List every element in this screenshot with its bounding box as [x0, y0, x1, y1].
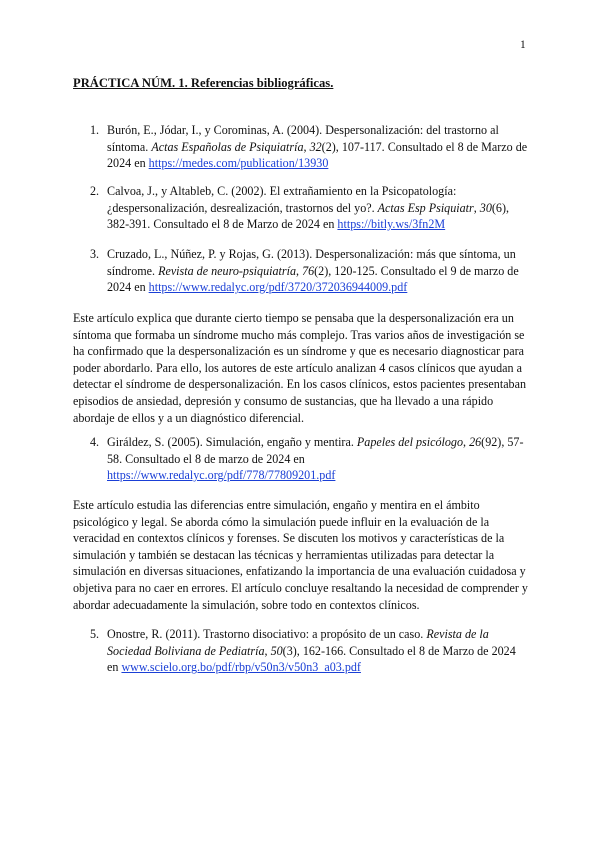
reference-item-1: [73, 122, 528, 172]
reference-pages-date: (3), 162-166. Consultado el 8 de Marzo de 2024 en: [107, 643, 516, 675]
reference-item-2: [73, 183, 528, 233]
reference-authors-title: Cruzado, L., Núñez, P. y Rojas, G. (2013). Despersonalización: más que síntoma, un síndrome.: [107, 247, 516, 278]
reference-number: 3.: [90, 247, 100, 261]
reference-separator: ,: [463, 435, 470, 449]
reference-volume: 76: [302, 263, 315, 278]
reference-journal: Actas Esp Psiquiatr: [377, 200, 474, 215]
reference-text: [107, 246, 528, 296]
reference-separator: ,: [264, 643, 271, 658]
document-title: PRÁCTICA NÚM. 1. Referencias bibliográficas.: [73, 76, 334, 90]
reference-link[interactable]: https://www.redalyc.org/pdf/3720/372036944009.pdf: [148, 280, 408, 295]
reference-volume: 50: [270, 643, 283, 658]
reference-pages-date: (92), 57-58. Consultado el 8 de marzo de 2024 en: [107, 435, 524, 466]
reference-separator: ,: [303, 139, 310, 154]
reference-link[interactable]: https://www.redalyc.org/pdf/778/77809201.pdf: [107, 468, 336, 483]
summary-paragraph-2: Este artículo estudia las diferencias entre simulación, engaño y mentira en el ámbito psicológico y legal. Se aborda cómo la simulación puede influir en la evaluación de la veracidad en contextos clínicos y forenses. Se discuten los motivos y características de la simulación y también se destacan las técnicas y herramientas utilizadas para detectar la simulación en diversas situaciones, enfatizando la importancia de una evaluación cuidadosa y objetiva para no caer en errores. El artículo concluye resaltando la necesidad de comprender y abordar adecuadamente la simulación, sobre todo en contextos clínicos.: [73, 498, 528, 612]
reference-number: 2.: [90, 184, 100, 198]
reference-volume: 30: [479, 200, 492, 215]
reference-pages-date: (6), 382-391. Consultado el 8 de Marzo de 2024 en: [107, 200, 510, 232]
reference-journal: Revista de la Sociedad Boliviana de Pediatría: [107, 627, 489, 658]
reference-number: 4.: [90, 435, 100, 449]
reference-text: [107, 122, 528, 172]
reference-separator: ,: [473, 200, 480, 215]
reference-link[interactable]: www.scielo.org.bo/pdf/rbp/v50n3/v50n3_a03.pdf: [121, 660, 361, 675]
reference-item-3: [73, 246, 528, 296]
reference-authors-title: Giráldez, S. (2005). Simulación, engaño y mentira.: [107, 435, 357, 449]
reference-link[interactable]: https://medes.com/publication/13930: [148, 156, 329, 171]
summary-paragraph-1: Este artículo explica que durante cierto tiempo se pensaba que la despersonalización era un síntoma que formaba un síndrome mucho más complejo. Tras varios años de investigación se ha confirmado que la despersonalización es un síndrome y que es necesario diagnosticar para poder abordarlo. Para ello, los autores de este artículo analizan 4 casos clínicos que ayudan a detectar el síndrome de despersonalización. En los casos clínicos, estos pacientes presentaban episodios de ansiedad, depresión y consumo de sustancias, que ha llevado a una rápido abordaje de ellos y a un diagnóstico diferencial.: [73, 311, 527, 425]
reference-text: [107, 434, 528, 484]
reference-number: 1.: [90, 123, 100, 137]
reference-separator: ,: [296, 263, 303, 278]
reference-volume: 32: [309, 139, 322, 154]
reference-pages-date: (2), 120-125. Consultado el 9 de marzo de 2024 en: [107, 263, 519, 295]
reference-number: 5.: [90, 627, 100, 641]
reference-link[interactable]: https://bitly.ws/3fn2M: [337, 217, 446, 232]
reference-authors-title: Burón, E., Jódar, I., y Corominas, A. (2004). Despersonalización: del trastorno al síntoma.: [107, 123, 499, 154]
reference-text: [107, 626, 528, 676]
reference-item-5: [73, 626, 528, 676]
reference-authors-title: Calvoa, J., y Altableb, C. (2002). El extrañamiento en la Psicopatología: ¿despersonalización, desrealización, trastornos del yo?.: [107, 184, 457, 215]
reference-authors-title: Onostre, R. (2011). Trastorno disociativo: a propósito de un caso.: [107, 627, 427, 641]
reference-text: [107, 183, 528, 233]
reference-item-4: [73, 434, 528, 484]
reference-journal: Papeles del psicólogo: [356, 435, 464, 449]
reference-journal: Revista de neuro-psiquiatría: [158, 263, 297, 278]
reference-volume: 26: [469, 435, 482, 449]
reference-pages-date: (2), 107-117. Consultado el 8 de Marzo de 2024 en: [107, 139, 528, 171]
reference-journal: Actas Españolas de Psiquiatría: [151, 139, 304, 154]
page-number: 1: [520, 39, 526, 51]
